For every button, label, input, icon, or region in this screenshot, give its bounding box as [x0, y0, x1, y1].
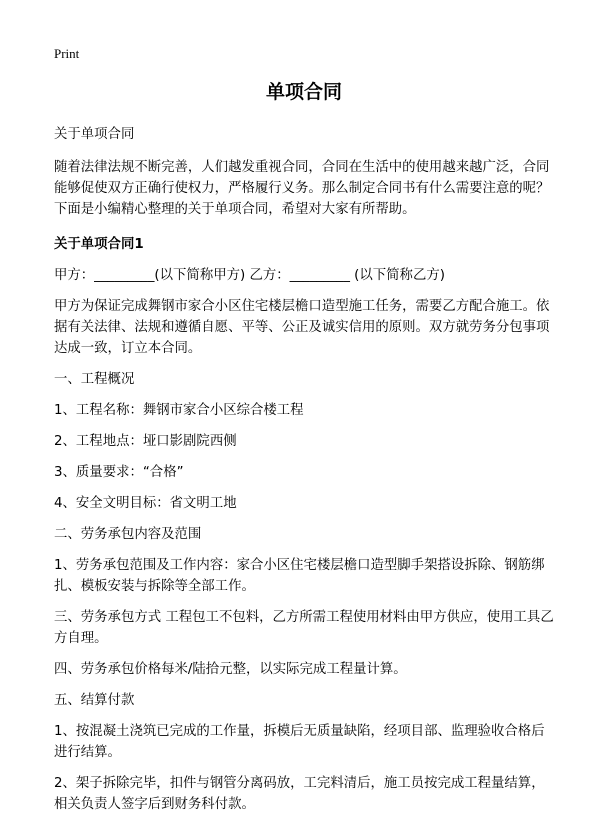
- payment-item-1: 1、按混凝土浇筑已完成的工作量，拆模后无质量缺陷，经项目部、监理验收合格后进行结算。: [54, 724, 545, 760]
- payment-item-2: 2、架子拆除完毕，扣件与钢管分离码放，工完料清后，施工员按完成工程量结算，相关负责人签字后到财务科付款。: [54, 776, 545, 812]
- scope-price: 四、劳务承包价格每米/陆拾元整，以实际完成工程量计算。: [54, 662, 407, 677]
- section-heading: 关于单项合同1: [54, 237, 144, 252]
- intro-paragraph: 随着法律法规不断完善，人们越发重视合同，合同在生活中的使用越来越广泛，合同能够促使双方正确行使权力，严格履行义务。那么制定合同书有什么需要注意的呢？下面是小编精心整理的关于单项合同，希望对大家有所帮助。: [54, 160, 550, 217]
- parties-line: 甲方：_________(以下简称甲方) 乙方：_________ (以下简称乙方): [54, 268, 445, 283]
- payment-heading: 五、结算付款: [54, 693, 135, 708]
- overview-heading: 一、工程概况: [54, 372, 135, 387]
- scope-item-1: 1、劳务承包范围及工作内容：家合小区住宅楼层檐口造型脚手架搭设拆除、钢筋绑扎、模板安装与拆除等全部工作。: [54, 558, 545, 594]
- overview-item-name: 1、工程名称：舞钢市家合小区综合楼工程: [54, 403, 304, 418]
- scope-heading: 二、劳务承包内容及范围: [54, 527, 202, 542]
- document-subtitle: 关于单项合同: [54, 127, 135, 142]
- overview-item-location: 2、工程地点：垭口影剧院西侧: [54, 434, 237, 449]
- document-title: 单项合同: [265, 81, 342, 103]
- purpose-paragraph: 甲方为保证完成舞钢市家合小区住宅楼层檐口造型施工任务，需要乙方配合施工。依据有关法律、法规和遵循自愿、平等、公正及诚实信用的原则。双方就劳务分包事项达成一致，订立本合同。: [54, 299, 550, 356]
- scope-method: 三、劳务承包方式 工程包工不包料，乙方所需工程使用材料由甲方供应，使用工具乙方自理。: [54, 610, 554, 646]
- print-link[interactable]: Print: [54, 46, 80, 61]
- document-body: [54, 72, 554, 815]
- overview-item-quality: 3、质量要求：“合格”: [54, 465, 184, 480]
- overview-item-safety: 4、安全文明目标：省文明工地: [54, 496, 237, 511]
